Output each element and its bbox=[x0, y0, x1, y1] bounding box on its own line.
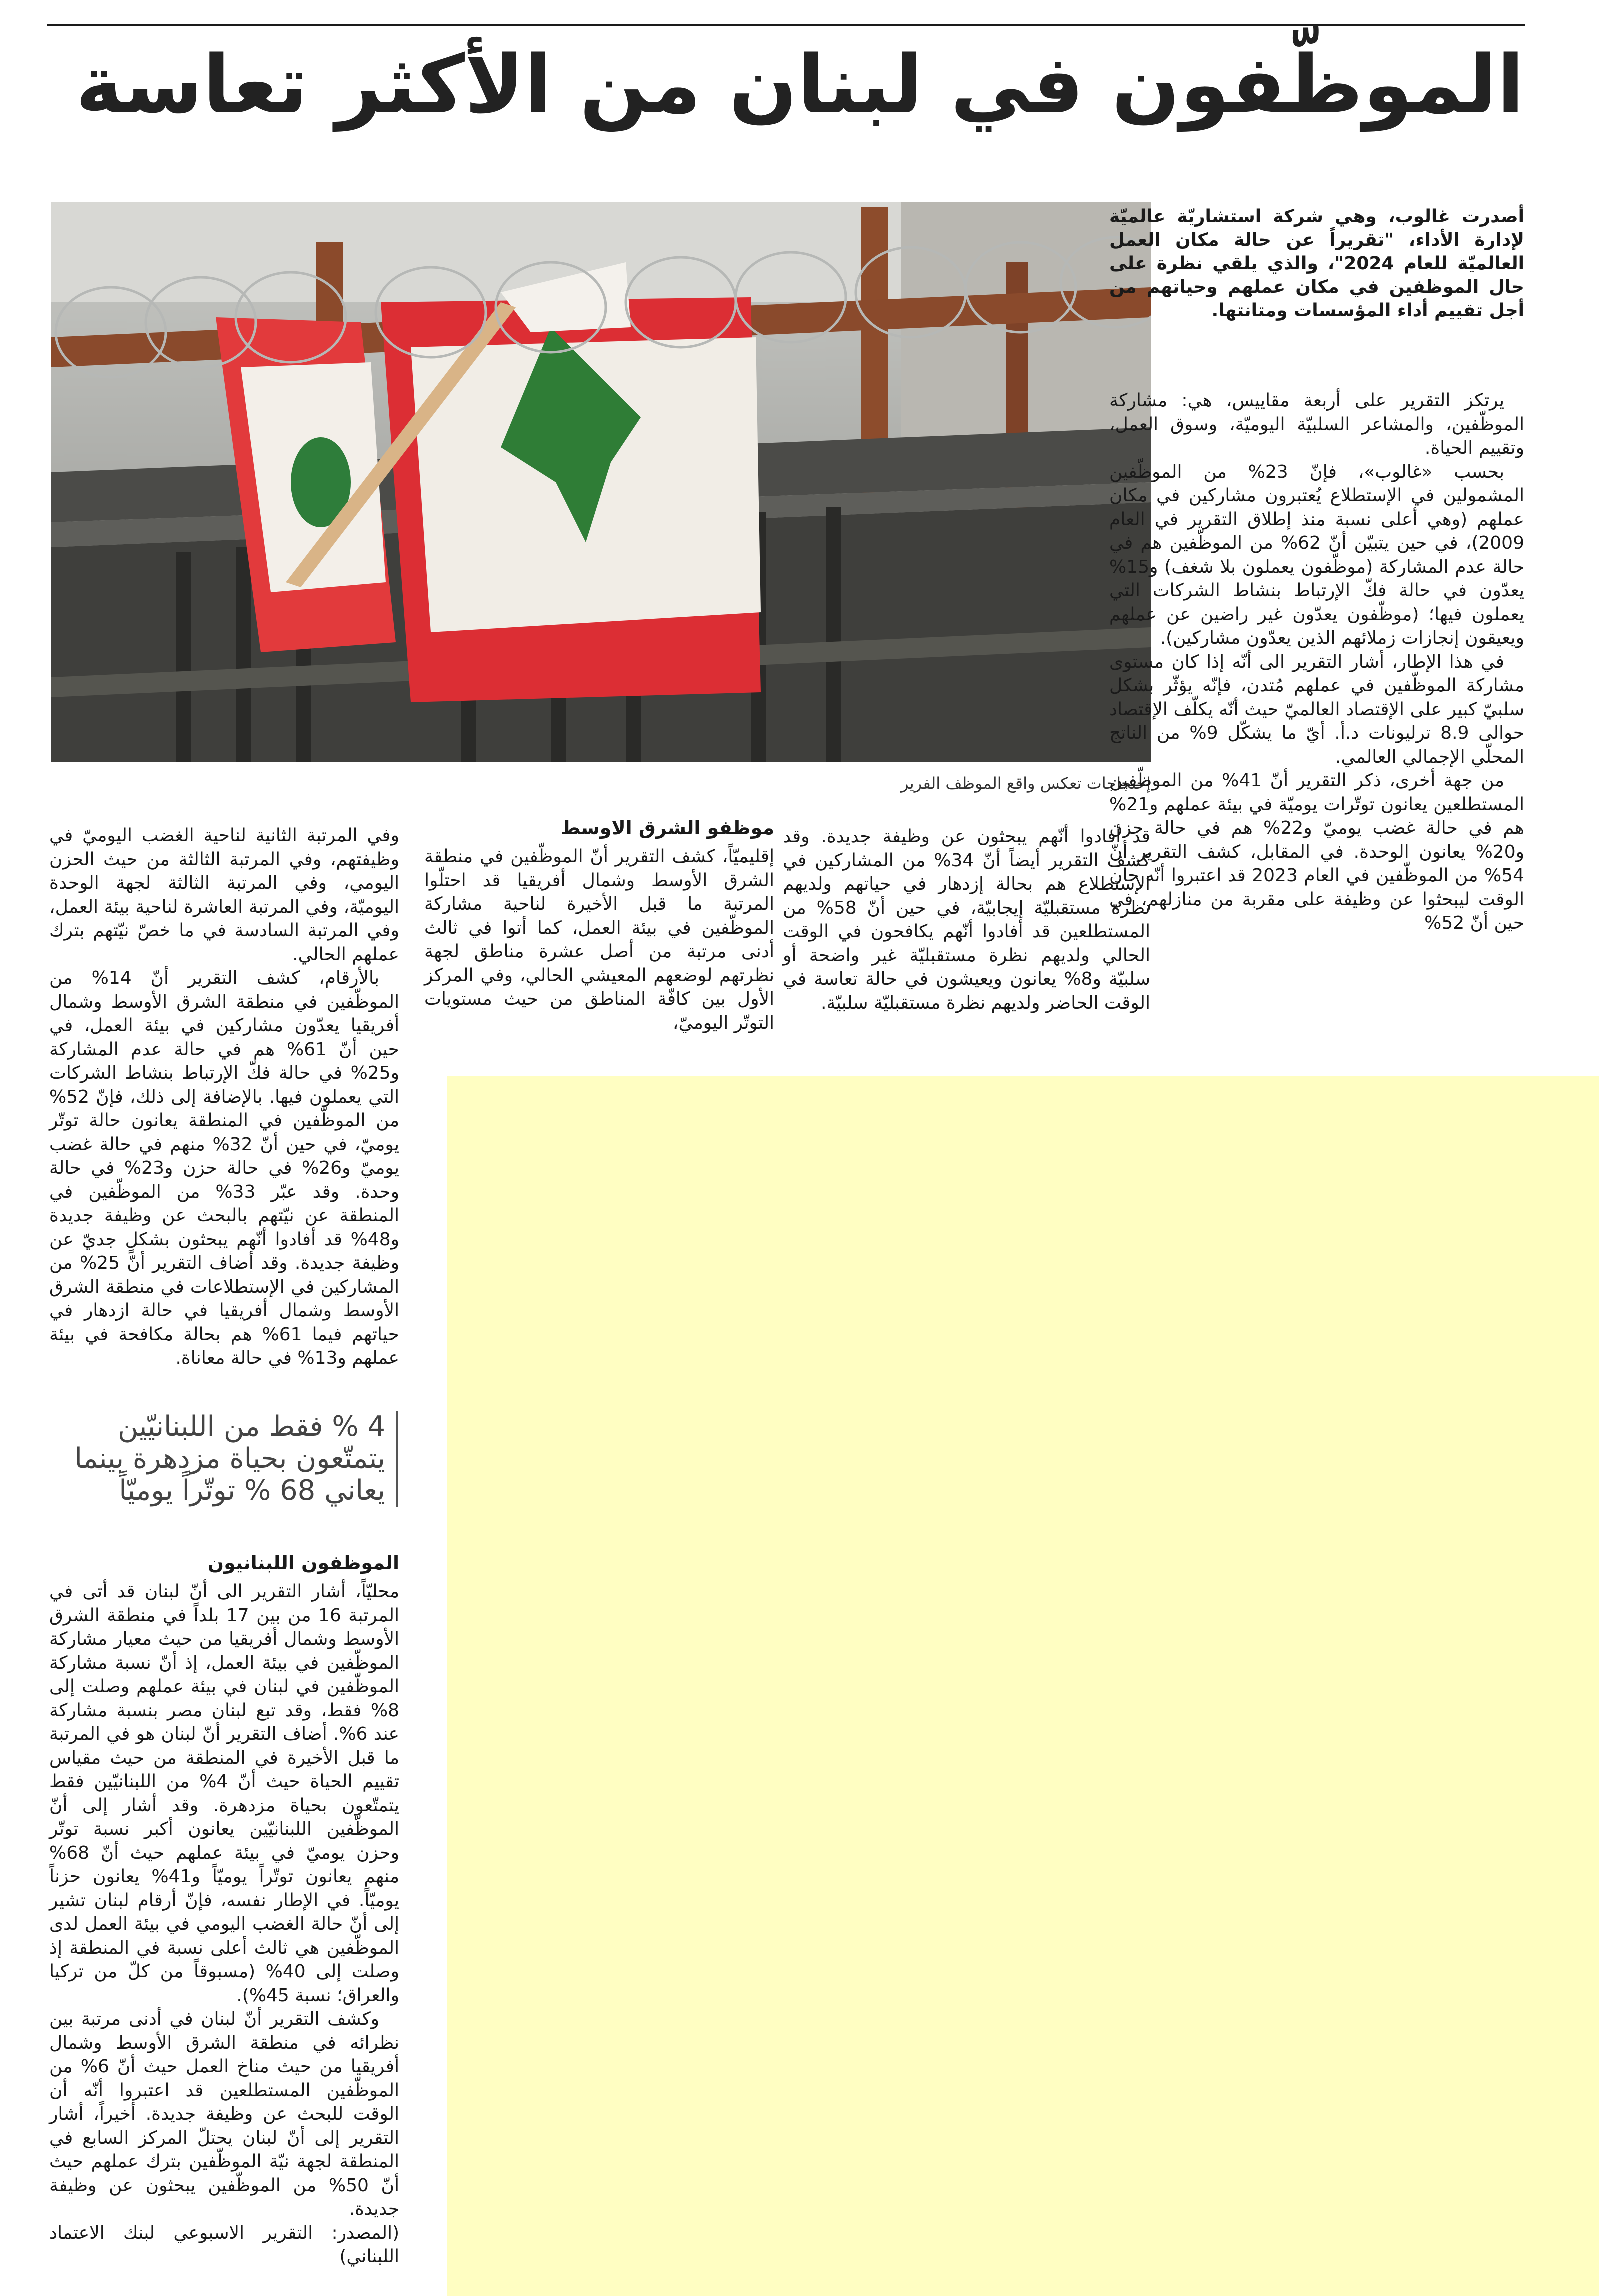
top-rule bbox=[47, 24, 1525, 26]
col4-paragraph-1: وفي المرتبة الثانية لناحية الغضب اليوميّ في وظيفتهم، وفي المرتبة الثالثة من حيث الحزن اليومي، وفي المرتبة الثالثة لجهة الوحدة اليوميّة، وفي المرتبة العاشرة لناحية بيئة العمل، وفي المرتبة السادسة في ما خصّ نيّتهم بترك عملهم الحالي. bbox=[49, 825, 399, 965]
article-photo bbox=[51, 202, 1151, 762]
headline: الموظّفون في لبنان من الأكثر تعاسة bbox=[75, 38, 1524, 131]
section-heading-lebanese: الموظفون اللبنانيون bbox=[207, 1552, 399, 1574]
col3-paragraph-1: إقليميّاً، كشف التقرير أنّ الموظّفين في منطقة الشرق الأوسط وشمال أفريقيا قد احتلّوا المرتبة ما قبل الأخيرة لناحية مشاركة الموظّفين في بيئة العمل، كما أتوا في ثالث أدنى مرتبة من أصل عشرة مناطق لجهة نظرتهم لوضعهم المعيشي الحالي، وفي المركز الأول بين كافّة المناطق من حيث مستويات التوتّر اليوميّ، bbox=[424, 846, 774, 1033]
intro-paragraph bbox=[1109, 205, 1524, 322]
section-heading-middle-east: موظفو الشرق الاوسط bbox=[560, 817, 774, 839]
col4-paragraph-4: وكشف التقرير أنّ لبنان في أدنى مرتبة بين نظرائه في منطقة الشرق الأوسط وشمال أفريقيا من حيث مناخ العمل حيث أنّ 6% من الموظّفين المستطلعين قد اعتبروا أنّه أن الوقت للبحث عن وظيفة جديدة. أخيراً، أشار التقرير إلى أنّ لبنان يحتلّ المركز السابع في المنطقة لجهة نيّة الموظّفين بترك عملهم حيث أنّ 50% من الموظّفين يبحثون عن وظيفة جديدة. bbox=[49, 2009, 399, 2219]
col4-paragraph-2: بالأرقام، كشف التقرير أنّ 14% من الموظّفين في منطقة الشرق الأوسط وشمال أفريقيا يعدّون مشاركين في بيئة العمل، في حين أنّ 61% هم في حالة عدم المشاركة و25% في حالة فكّ الإرتباط بنشاط الشركات التي يعملون فيها. بالإضافة إلى ذلك، فإنّ 52% من الموظّفين في المنطقة يعانون حالة توتّر يوميّ، في حين أنّ 32% منهم في حالة غضب يوميّ و26% في حالة حزن و23% في حالة وحدة. وقد عبّر 33% من الموظّفين في المنطقة عن نيّتهم بالبحث عن وظيفة جديدة و48% قد أفادوا أنّهم يبحثون بشكلٍ جديّ عن وظيفة جديدة. وقد أضاف التقرير أنّ 25% من المشاركين في الإستطلاعات في منطقة الشرق الأوسط وشمال أفريقيا في حالة ازدهار في حياتهم فيما 61% هم بحالة مكافحة في بيئة عملهم و13% في حالة معاناة. bbox=[49, 968, 399, 1368]
col4-paragraph-3: محليّاً، أشار التقرير الى أنّ لبنان قد أتى في المرتبة 16 من بين 17 بلداً في منطقة الشرق الأوسط وشمال أفريقيا من حيث معيار مشاركة الموظّفين في بيئة العمل، إذ أنّ نسبة مشاركة الموظّفين في لبنان في بيئة عملهم وصلت إلى 8% فقط، وقد تبع لبنان مصر بنسبة مشاركة عند 6%. أضاف التقرير أنّ لبنان هو في المرتبة ما قبل الأخيرة في المنطقة من حيث مقياس تقييم الحياة حيث أنّ 4% من اللبنانيّين فقط يتمتّعون بحياة مزدهرة. وقد أشار إلى أنّ الموظّفين اللبنانيّين يعانون أكبر نسبة توتّر وحزن يوميّ في بيئة عملهم حيث أنّ 68% منهم يعانون توتّراً يوميّاً و41% يعانون حزناً يوميّاً. في الإطار نفسه، فإنّ أرقام لبنان تشير إلى أنّ حالة الغضب اليومي في بيئة العمل لدى الموظّفين هي ثالث أعلى نسبة في المنطقة إذ وصلت إلى 40% (مسبوقاً من كلّ من تركيا والعراق؛ نسبة 45%). bbox=[49, 1581, 399, 2006]
article-source: (المصدر: التقرير الاسبوعي لبنك الاعتماد اللبناني) bbox=[49, 2222, 399, 2267]
column-2 bbox=[783, 825, 1150, 1015]
column-1 bbox=[1109, 389, 1524, 935]
col1-paragraph-4: من جهة أخرى، ذكر التقرير أنّ 41% من الموظّفين المستطلعين يعانون توتّرات يوميّة في بيئة عملهم و21% هم في حالة غضب يوميّ و22% هم في حالة حزن و20% يعانون الوحدة. في المقابل، كشف التقرير أنّ 54% من الموظّفين في العام 2023 قد اعتبروا أنّه حان الوقت ليبحثوا عن وظيفة على مقربة من منازلهم، في حين أنّ 52% bbox=[1109, 770, 1524, 933]
pull-quote: 4 % فقط من اللبنانيّين يتمتّعون بحياة مزدهرة بينما يعاني 68 % توتّراً يوميّاً bbox=[35, 1411, 398, 1507]
intro-text: أصدرت غالوب، وهي شركة استشاريّة عالميّة لإدارة الأداء، "تقريراً عن حالة مكان العمل العالميّة للعام 2024"، والذي يلقي نظرة على حال الموظفين في مكان عملهم وحياتهم من أجل تقييم أداء المؤسسات ومتانتها. bbox=[1109, 206, 1524, 321]
col2-paragraph-1: قد أفادوا أنّهم يبحثون عن وظيفة جديدة. وقد كشف التقرير أيضاً أنّ 34% من المشاركين في الإستطلاع هم بحالة إزدهار في حياتهم ولديهم نظرة مستقبليّة إيجابيّة، في حين أنّ 58% من المستطلعين قد أفادوا أنّهم يكافحون في الوقت الحالي ولديهم نظرة مستقبليّة غير واضحة أو سلبيّة و8% يعانون ويعيشون في حالة تعاسة في الوقت الحاضر ولديهم نظرة مستقبليّة سلبيّة. bbox=[783, 826, 1150, 1013]
empty-highlight-area bbox=[447, 1076, 1599, 2296]
photo-caption: إحتجاجات تعكس واقع الموظف الفرير bbox=[901, 774, 1151, 793]
col1-paragraph-2: بحسب «غالوب»، فإنّ 23% من الموظّفين المشمولين في الإستطلاع يُعتبرون مشاركين في مكان عملهم (وهي أعلى نسبة منذ إطلاق التقرير في العام 2009)، في حين يتبيّن أنّ 62% من الموظّفين هم في حالة عدم المشاركة (موظّفون يعملون بلا شغف) و15% يعدّون في حالة فكّ الإرتباط بنشاط الشركات التي يعملون فيها؛ (موظّفون يعدّون غير راضين عن عملهم ويعيقون إنجازات زملائهم الذين يعدّون مشاركين). bbox=[1109, 461, 1524, 648]
column-3 bbox=[424, 815, 774, 1035]
col1-paragraph-1: يرتكز التقرير على أربعة مقاييس، هي: مشاركة الموظّفين، والمشاعر السلبيّة اليوميّة، وسوق العمل، وتقييم الحياة. bbox=[1109, 390, 1524, 458]
column-4-lower bbox=[49, 1550, 399, 2269]
column-4 bbox=[49, 824, 399, 1370]
col1-paragraph-3: في هذا الإطار، أشار التقرير الى أنّه إذا كان مستوى مشاركة الموظّفين في عملهم مُتدن، فإنّه يؤثّر بشكل سلبيّ كبير على الإقتصاد العالميّ حيث أنّه يكلّف الإقتصاد حوالى 8.9 ترليونات د.أ. أيّ ما يشكّل 9% من الناتج المحلّي الإجمالي العالمي. bbox=[1109, 651, 1525, 767]
